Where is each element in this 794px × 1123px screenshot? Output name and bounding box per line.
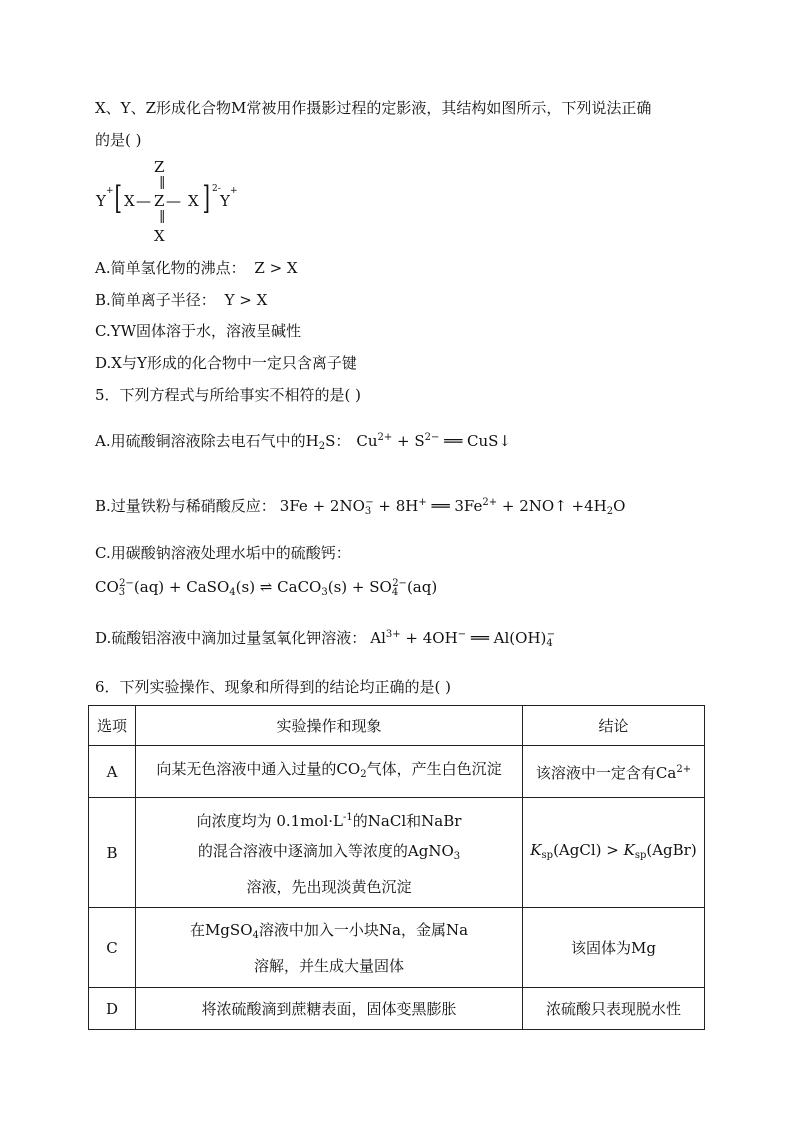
row-b-line2	[140, 836, 518, 872]
q5-option-c-formula: $CO_3^{2-}(aq)$ + CaSO$_4$(s) ⇌ CaCO$_3$(s) + $SO_4^{2-}(aq)$	[95, 578, 438, 598]
struct-plus-left: +	[106, 186, 114, 196]
struct-z-center: Z	[154, 192, 165, 210]
row-c-con: 该固体为	[571, 938, 632, 957]
struct-charge: 2-	[212, 184, 221, 194]
row-a-op2: 气体，产生白色沉淀	[366, 759, 502, 778]
q4-option-a	[95, 258, 298, 278]
row-c-op2: 溶液中加入一小块	[258, 920, 379, 939]
q4-option-b-label: B.简单离子半径：	[95, 291, 216, 309]
row-c-line1	[140, 915, 518, 951]
q5-option-a	[95, 428, 511, 457]
row-a-con: 该溶液中一定含有	[535, 764, 656, 782]
struct-bond-left: —	[136, 192, 151, 210]
q5-option-b	[95, 493, 625, 522]
struct-x-right: X	[188, 192, 199, 210]
q5-option-b-label: B.过量铁粉与稀硝酸反应：	[95, 497, 276, 515]
row-b-line1	[140, 803, 518, 836]
row-d-option: D	[89, 988, 136, 1030]
q5-option-d-formula: $Al^{3+} + 4OH^-$ ══ $Al(OH)_4^-$	[370, 629, 556, 649]
row-c-line2: 溶解，并生成大量固体	[253, 956, 404, 975]
row-b-nabr: NaBr	[421, 812, 462, 830]
row-c-na2: Na	[445, 920, 469, 939]
q4-option-b	[95, 290, 267, 310]
struct-double-bond-top: ‖	[159, 175, 166, 190]
struct-plus-right: +	[230, 186, 238, 196]
row-b-nacl: NaCl	[367, 812, 407, 830]
q6-stem: 6．下列实验操作、现象和所得到的结论均正确的是( )	[95, 678, 452, 696]
q4-option-c-rest: 固体溶于水，溶液呈碱性	[136, 322, 302, 340]
row-c-mg: Mg	[631, 938, 656, 957]
q4-option-c	[95, 321, 301, 341]
row-b-conc: $0.1mol\cdot L^{-1}$	[276, 812, 353, 830]
row-b-option: B	[89, 798, 136, 908]
q5-option-a-formula: $H_2S$： $Cu^{2+} + S^{2-}$ ══ CuS↓	[305, 432, 511, 452]
table-row-c	[89, 908, 705, 988]
row-b-op3: 和	[406, 812, 422, 830]
q5-option-c: C.用碳酸钠溶液处理水垢中的硫酸钙：	[95, 544, 351, 562]
q5-option-d-label: D.硫酸铝溶液中滴加过量氢氧化钾溶液：	[95, 629, 367, 647]
struct-x-left: X	[124, 192, 135, 210]
row-a-ca: $Ca^{2+}$	[655, 764, 692, 782]
row-b-conclusion: $K_{sp}(AgCl)$ > $K_{sp}(AgBr)$	[523, 798, 705, 908]
header-operation: 实验操作和现象	[136, 706, 523, 746]
q4-option-c-math: YW	[110, 322, 137, 340]
q4-option-a-label: A.简单氢化物的沸点：	[95, 259, 246, 277]
table-row-b	[89, 798, 705, 908]
header-conclusion: 结论	[523, 706, 705, 746]
struct-bracket-right: ]	[202, 179, 210, 217]
row-a-conclusion	[523, 746, 705, 798]
row-b-op1: 向浓度均为	[196, 812, 272, 830]
row-c-op1: 在	[189, 920, 205, 939]
q4-option-a-math: Z > X	[254, 259, 298, 277]
row-a-operation	[136, 746, 523, 798]
struct-x-bottom: X	[154, 227, 165, 245]
row-d-operation: 将浓硫酸滴到蔗糖表面，固体变黑膨胀	[136, 988, 523, 1030]
table-row-a	[89, 746, 705, 798]
row-b-operation	[136, 798, 523, 908]
struct-y-right: Y	[220, 192, 230, 210]
row-c-mgso4: MgSO$_4$	[204, 920, 259, 941]
q6-table	[88, 705, 705, 1030]
struct-double-bond-bottom: ‖	[159, 209, 166, 224]
q4-stem-line2: 的是( )	[95, 131, 142, 149]
row-a-option: A	[89, 746, 136, 798]
struct-z-top: Z	[154, 158, 165, 176]
row-b-op2: 的	[352, 812, 368, 830]
row-b-line3: 溶液，先出现淡黄色沉淀	[246, 878, 412, 896]
row-b-agno3: AgNO$_3$	[407, 842, 461, 862]
q5-option-d	[95, 625, 555, 654]
row-c-na1: Na	[378, 920, 401, 939]
header-option: 选项	[89, 706, 136, 746]
q5-stem: 5．下列方程式与所给事实不相符的是( )	[95, 386, 362, 404]
table-row-d	[89, 988, 705, 1030]
row-c-op3: ，金属	[400, 920, 446, 939]
q4-option-b-math: Y > X	[224, 291, 268, 309]
q5-option-b-formula: $3Fe + 2NO_3^- + 8H^+$ ══ $3Fe^{2+}$ + 2NO↑ $+4H_2O$	[279, 497, 626, 517]
struct-y-left: Y	[96, 192, 106, 210]
row-a-co2: $CO_2$	[336, 759, 367, 780]
struct-bond-right: —	[166, 192, 181, 210]
q4-option-c-label: C.	[95, 322, 111, 340]
q4-option-d: D.X与Y形成的化合物中一定只含离子键	[95, 354, 357, 372]
q4-stem-line1: X、Y、Z形成化合物M常被用作摄影过程的定影液，其结构如图所示，下列说法正确	[95, 99, 652, 117]
q5-option-a-label: A.用硫酸铜溶液除去电石气中的	[95, 432, 306, 450]
struct-bracket-left: [	[114, 179, 122, 217]
table-header-row	[89, 706, 705, 746]
row-a-op1: 向某无色溶液中通入过量的	[156, 759, 337, 778]
row-c-operation	[136, 908, 523, 988]
row-c-conclusion	[523, 908, 705, 988]
row-d-conclusion: 浓硫酸只表现脱水性	[523, 988, 705, 1030]
q4-structure-diagram	[96, 156, 256, 246]
row-b-op4: 的混合溶液中逐滴加入等浓度的	[197, 842, 408, 860]
row-c-option: C	[89, 908, 136, 988]
